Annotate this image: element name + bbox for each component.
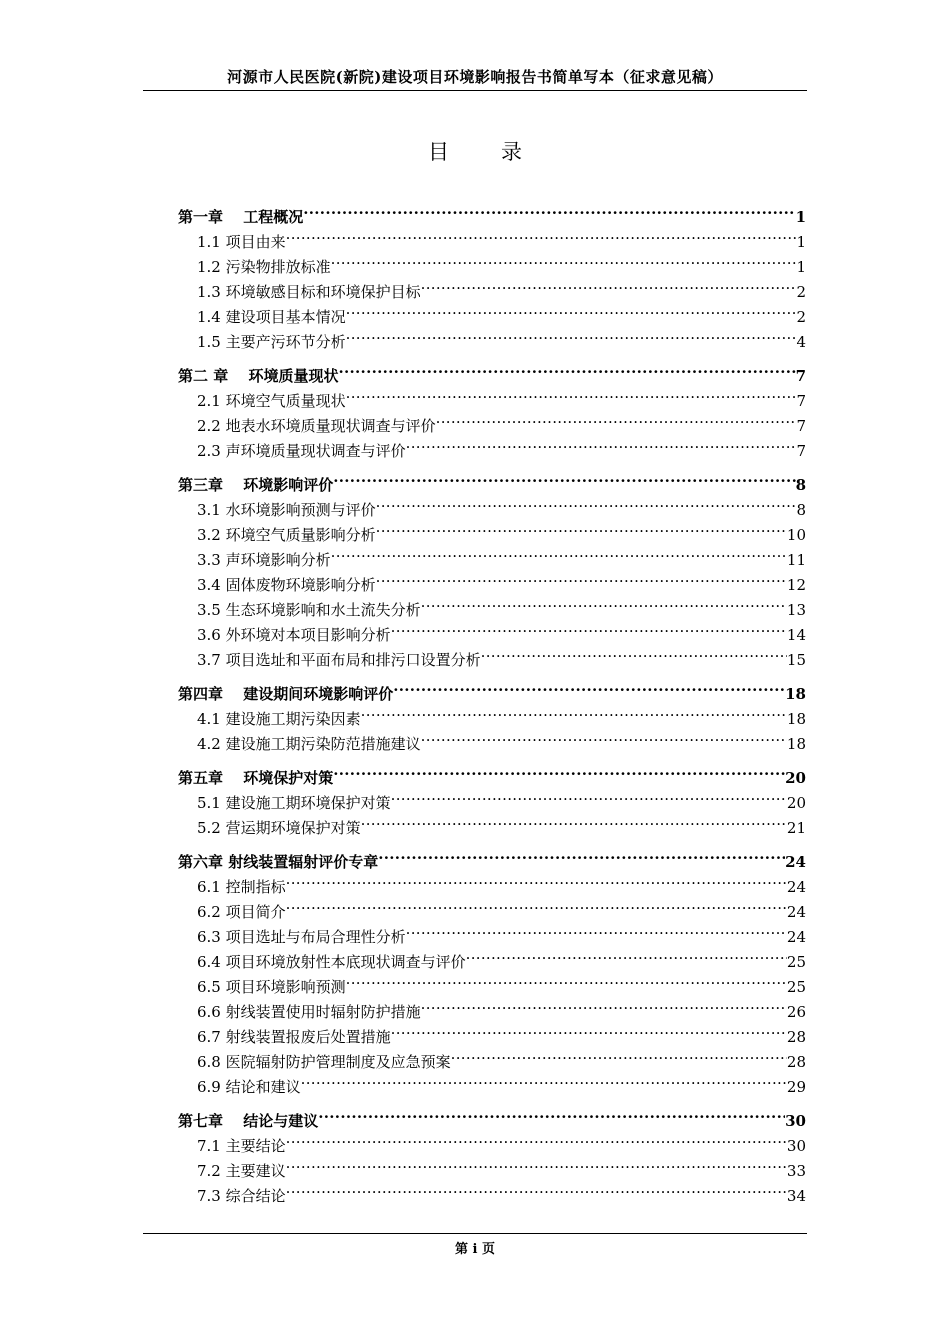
toc-section-entry-label: 7.2 主要建议	[197, 1162, 286, 1180]
toc-section-entry-label: 6.4 项目环境放射性本底现状调查与评价	[197, 953, 466, 971]
dot-leader	[451, 1042, 787, 1067]
toc-section-entry-page-number: 7	[796, 417, 806, 435]
toc-section-entry-page-number: 30	[786, 1137, 806, 1155]
toc-section-entry-label: 7.1 主要结论	[197, 1137, 286, 1155]
toc-heading	[0, 136, 950, 166]
dot-leader	[301, 1067, 787, 1092]
toc-chapter	[178, 465, 806, 669]
toc-chapter-entry-page-number: 7	[795, 367, 806, 385]
toc-section-entry-page-number: 12	[786, 576, 806, 594]
toc-chapter	[178, 197, 806, 351]
toc-section-entry-label: 1.3 环境敏感目标和环境保护目标	[197, 283, 421, 301]
toc-section-entry-page-number: 25	[786, 953, 806, 971]
dot-leader	[286, 1176, 787, 1201]
toc-section-entry-page-number: 21	[786, 819, 806, 837]
toc-section-entry-page-number: 11	[786, 551, 806, 569]
toc-section-entry-label: 3.2 环境空气质量影响分析	[197, 526, 376, 544]
toc-chapter-entry-page-number: 24	[785, 853, 806, 871]
header-divider	[143, 90, 807, 91]
dot-leader	[346, 381, 797, 406]
toc-chapter-entry[interactable]	[178, 674, 806, 703]
toc-chapter-entry-page-number: 20	[785, 769, 806, 787]
toc-section-entry-label: 1.2 污染物排放标准	[197, 258, 331, 276]
toc-chapter-entry[interactable]	[178, 758, 806, 787]
toc-section-entry-label: 3.6 外环境对本项目影响分析	[197, 626, 391, 644]
toc-section-entry-page-number: 33	[786, 1162, 806, 1180]
dot-leader	[331, 540, 787, 565]
dot-leader	[421, 590, 787, 615]
toc-section-entry-page-number: 34	[786, 1187, 806, 1205]
toc-chapter	[178, 1101, 806, 1205]
toc-section-entry-label: 2.3 声环境质量现状调查与评价	[197, 442, 406, 460]
toc-section-entry-label: 6.6 射线装置使用时辐射防护措施	[197, 1003, 421, 1021]
dot-leader	[331, 247, 797, 272]
dot-leader	[421, 272, 797, 297]
toc-section-entry-page-number: 2	[796, 283, 806, 301]
toc-chapter-entry-label: 第三章 环境影响评价	[178, 476, 334, 494]
toc-chapter-entry-label: 第五章 环境保护对策	[178, 769, 334, 787]
dot-leader	[346, 967, 787, 992]
toc-chapter-entry[interactable]	[178, 197, 806, 226]
toc-section-entry-page-number: 10	[786, 526, 806, 544]
toc-section-entry-page-number: 26	[786, 1003, 806, 1021]
toc-chapter-entry[interactable]	[178, 842, 806, 871]
toc-section-entry-page-number: 4	[796, 333, 806, 351]
toc-section-entry-page-number: 2	[796, 308, 806, 326]
footer-divider	[143, 1233, 807, 1234]
toc-section-entry-page-number: 7	[796, 392, 806, 410]
toc-section-entry-label: 5.1 建设施工期环境保护对策	[197, 794, 391, 812]
dot-leader	[361, 699, 787, 724]
page-number: 第 i 页	[455, 1242, 495, 1257]
dot-leader	[466, 942, 787, 967]
dot-leader	[286, 867, 787, 892]
dot-leader	[346, 297, 797, 322]
toc-section-entry-page-number: 1	[796, 233, 806, 251]
toc-chapter	[178, 842, 806, 1096]
toc-section-entry-label: 3.5 生态环境影响和水土流失分析	[197, 601, 421, 619]
toc-chapter-entry-label: 第六章 射线装置辐射评价专章	[178, 853, 379, 871]
toc-section-entry-label: 2.1 环境空气质量现状	[197, 392, 346, 410]
toc-section-entry-label: 6.2 项目简介	[197, 903, 286, 921]
toc-section-entry-label: 1.4 建设项目基本情况	[197, 308, 346, 326]
dot-leader	[338, 356, 795, 381]
toc-section-entry-label: 3.1 水环境影响预测与评价	[197, 501, 376, 519]
toc-chapter	[178, 674, 806, 753]
toc-section-entry-page-number: 24	[786, 878, 806, 896]
toc-section-entry-label: 3.3 声环境影响分析	[197, 551, 331, 569]
toc-section-entry-page-number: 18	[786, 710, 806, 728]
dot-leader	[406, 431, 797, 456]
toc-chapter-entry[interactable]	[178, 1101, 806, 1130]
toc-section-entry-label: 6.7 射线装置报废后处置措施	[197, 1028, 391, 1046]
toc-chapter-entry[interactable]	[178, 465, 806, 494]
toc-section-entry-page-number: 14	[786, 626, 806, 644]
toc-section-entry-label: 6.8 医院辐射防护管理制度及应急预案	[197, 1053, 451, 1071]
dot-leader	[391, 615, 787, 640]
dot-leader	[481, 640, 787, 665]
toc-section-entry-page-number: 25	[786, 978, 806, 996]
dot-leader	[378, 842, 785, 867]
dot-leader	[286, 892, 787, 917]
toc-chapter-entry-page-number: 18	[785, 685, 806, 703]
dot-leader	[318, 1101, 785, 1126]
toc-section-entry-page-number: 15	[786, 651, 806, 669]
dot-leader	[333, 465, 795, 490]
toc-chapter	[178, 356, 806, 460]
dot-leader	[346, 322, 797, 347]
toc-section-entry-label: 1.1 项目由来	[197, 233, 286, 251]
toc-section-entry-label: 3.7 项目选址和平面布局和排污口设置分析	[197, 651, 481, 669]
toc-section-entry-page-number: 13	[786, 601, 806, 619]
toc-section-entry-page-number: 20	[786, 794, 806, 812]
toc-section-entry-label: 3.4 固体废物环境影响分析	[197, 576, 376, 594]
dot-leader	[436, 406, 797, 431]
toc-section-entry-page-number: 1	[796, 258, 806, 276]
toc-section-entry-page-number: 28	[786, 1028, 806, 1046]
dot-leader	[361, 808, 787, 833]
toc-chapter-entry-label: 第一章 工程概况	[178, 208, 304, 226]
toc-chapter-entry-label: 第七章 结论与建议	[178, 1112, 319, 1130]
toc-chapter-entry-label: 第二 章 环境质量现状	[178, 367, 339, 385]
toc-section-entry-label: 6.1 控制指标	[197, 878, 286, 896]
dot-leader	[391, 1017, 787, 1042]
toc-chapter-entry-page-number: 30	[785, 1112, 806, 1130]
dot-leader	[421, 992, 787, 1017]
toc-section-entry-page-number: 24	[786, 903, 806, 921]
dot-leader	[376, 490, 797, 515]
toc-section-entry-label: 2.2 地表水环境质量现状调查与评价	[197, 417, 436, 435]
toc-section-entry-label: 6.9 结论和建议	[197, 1078, 301, 1096]
toc-section-entry-page-number: 18	[786, 735, 806, 753]
toc-chapter	[178, 758, 806, 837]
toc-section-entry-label: 6.5 项目环境影响预测	[197, 978, 346, 996]
dot-leader	[333, 758, 785, 783]
dot-leader	[303, 197, 795, 222]
table-of-contents	[178, 197, 806, 1205]
toc-section-entry-page-number: 8	[796, 501, 806, 519]
toc-section-entry-label: 6.3 项目选址与布局合理性分析	[197, 928, 406, 946]
toc-section-entry-page-number: 7	[796, 442, 806, 460]
dot-leader	[421, 724, 787, 749]
dot-leader	[286, 1126, 787, 1151]
toc-section-entry-label: 4.1 建设施工期污染因素	[197, 710, 361, 728]
dot-leader	[286, 1151, 787, 1176]
toc-heading-right: 录	[501, 140, 522, 164]
toc-chapter-entry-page-number: 8	[795, 476, 806, 494]
toc-section-entry-page-number: 29	[786, 1078, 806, 1096]
toc-section-entry-label: 5.2 营运期环境保护对策	[197, 819, 361, 837]
toc-section-entry-label: 4.2 建设施工期污染防范措施建议	[197, 735, 421, 753]
toc-section-entry-page-number: 28	[786, 1053, 806, 1071]
dot-leader	[286, 222, 797, 247]
toc-chapter-entry[interactable]	[178, 356, 806, 385]
dot-leader	[393, 674, 785, 699]
toc-chapter-entry-page-number: 1	[795, 208, 806, 226]
toc-section-entry-label: 1.5 主要产污环节分析	[197, 333, 346, 351]
dot-leader	[391, 783, 787, 808]
document-header-title: 河源市人民医院(新院)建设项目环境影响报告书简单写本（征求意见稿）	[227, 68, 723, 86]
dot-leader	[376, 515, 787, 540]
toc-section-entry-label: 7.3 综合结论	[197, 1187, 286, 1205]
toc-heading-left: 目	[428, 140, 449, 164]
dot-leader	[406, 917, 787, 942]
toc-chapter-entry-label: 第四章 建设期间环境影响评价	[178, 685, 394, 703]
toc-section-entry-page-number: 24	[786, 928, 806, 946]
dot-leader	[376, 565, 787, 590]
